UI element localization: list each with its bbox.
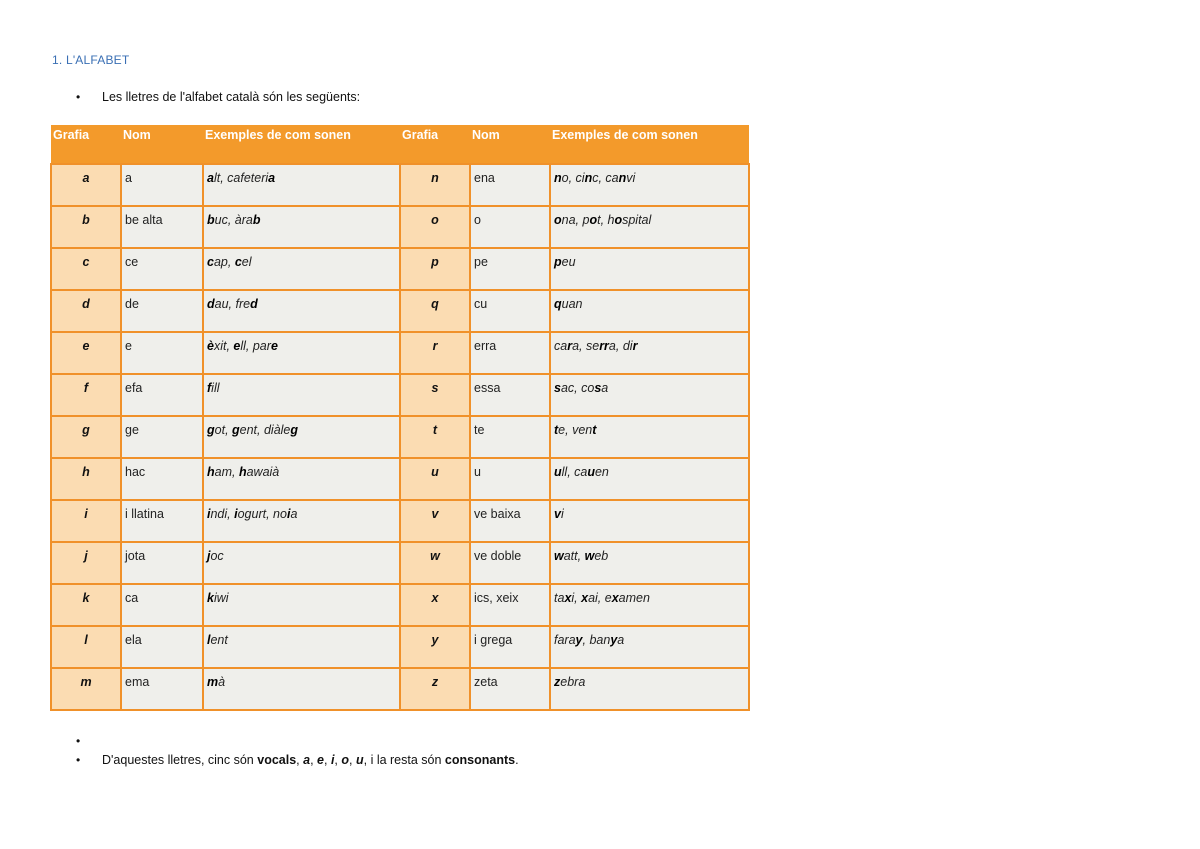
consonants-label: consonants bbox=[444, 753, 516, 767]
examples-cell: alt, cafeteria bbox=[203, 164, 400, 206]
examples-cell: mà bbox=[203, 668, 400, 710]
table-row bbox=[51, 500, 749, 542]
name-cell: be alta bbox=[121, 206, 203, 248]
letter-cell: c bbox=[51, 248, 121, 290]
letter-cell: z bbox=[400, 668, 470, 710]
name-cell: efa bbox=[121, 374, 203, 416]
examples-cell: taxi, xai, examen bbox=[550, 584, 749, 626]
letter-cell: w bbox=[400, 542, 470, 584]
vowel-i: i bbox=[330, 753, 335, 767]
summary-text: D'aquestes lletres, cinc són vocals, a, e, i, o, u, i la resta són consonants. bbox=[102, 753, 519, 767]
letter-cell: e bbox=[51, 332, 121, 374]
bullet-icon: • bbox=[76, 753, 81, 767]
header-exemples: Exemples de com sonen bbox=[550, 125, 749, 164]
name-cell: ca bbox=[121, 584, 203, 626]
table-row bbox=[51, 374, 749, 416]
name-cell: o bbox=[470, 206, 550, 248]
letter-cell: v bbox=[400, 500, 470, 542]
examples-cell: joc bbox=[203, 542, 400, 584]
letter-cell: x bbox=[400, 584, 470, 626]
examples-cell: ona, pot, hospital bbox=[550, 206, 749, 248]
bullet-icon: • bbox=[76, 734, 81, 748]
name-cell: ve baixa bbox=[470, 500, 550, 542]
letter-cell: l bbox=[51, 626, 121, 668]
intro-text: Les lletres de l'alfabet català són les següents: bbox=[102, 90, 361, 104]
table-row bbox=[51, 416, 749, 458]
table-row bbox=[51, 458, 749, 500]
vowel-e: e bbox=[317, 753, 324, 767]
letter-cell: f bbox=[51, 374, 121, 416]
table-row bbox=[51, 164, 749, 206]
examples-cell: èxit, ell, pare bbox=[203, 332, 400, 374]
name-cell: ela bbox=[121, 626, 203, 668]
summary-mid: i la resta són bbox=[367, 753, 445, 767]
header-grafia: Grafia bbox=[51, 125, 121, 164]
name-cell: i llatina bbox=[121, 500, 203, 542]
table-row bbox=[51, 542, 749, 584]
examples-cell: got, gent, diàleg bbox=[203, 416, 400, 458]
name-cell: a bbox=[121, 164, 203, 206]
name-cell: ge bbox=[121, 416, 203, 458]
letter-cell: r bbox=[400, 332, 470, 374]
vowel-o: o bbox=[341, 753, 350, 767]
letter-cell: u bbox=[400, 458, 470, 500]
examples-cell: kiwi bbox=[203, 584, 400, 626]
examples-cell: indi, iogurt, noia bbox=[203, 500, 400, 542]
letter-cell: k bbox=[51, 584, 121, 626]
header-nom: Nom bbox=[470, 125, 550, 164]
examples-cell: quan bbox=[550, 290, 749, 332]
table-row bbox=[51, 206, 749, 248]
letter-cell: n bbox=[400, 164, 470, 206]
header-exemples: Exemples de com sonen bbox=[203, 125, 400, 164]
name-cell: ce bbox=[121, 248, 203, 290]
vowel-u: u bbox=[355, 753, 364, 767]
letter-cell: g bbox=[51, 416, 121, 458]
examples-cell: watt, web bbox=[550, 542, 749, 584]
table-row bbox=[51, 626, 749, 668]
table-row bbox=[51, 668, 749, 710]
summary-end: . bbox=[515, 753, 519, 767]
summary-pre: D'aquestes lletres, cinc són bbox=[102, 753, 258, 767]
name-cell: zeta bbox=[470, 668, 550, 710]
examples-cell: no, cinc, canvi bbox=[550, 164, 749, 206]
letter-cell: a bbox=[51, 164, 121, 206]
letter-cell: b bbox=[51, 206, 121, 248]
name-cell: de bbox=[121, 290, 203, 332]
letter-cell: i bbox=[51, 500, 121, 542]
letter-cell: j bbox=[51, 542, 121, 584]
examples-cell: lent bbox=[203, 626, 400, 668]
examples-cell: vi bbox=[550, 500, 749, 542]
vocals-label: vocals bbox=[257, 753, 297, 767]
header-nom: Nom bbox=[121, 125, 203, 164]
name-cell: e bbox=[121, 332, 203, 374]
name-cell: erra bbox=[470, 332, 550, 374]
letter-cell: t bbox=[400, 416, 470, 458]
section-heading: 1. L'ALFABET bbox=[52, 53, 130, 67]
letter-cell: y bbox=[400, 626, 470, 668]
examples-cell: zebra bbox=[550, 668, 749, 710]
examples-cell: cap, cel bbox=[203, 248, 400, 290]
letter-cell: q bbox=[400, 290, 470, 332]
letter-cell: p bbox=[400, 248, 470, 290]
table-row bbox=[51, 584, 749, 626]
name-cell: hac bbox=[121, 458, 203, 500]
name-cell: i grega bbox=[470, 626, 550, 668]
table-body bbox=[51, 164, 749, 710]
examples-cell: ham, hawaià bbox=[203, 458, 400, 500]
letter-cell: m bbox=[51, 668, 121, 710]
name-cell: essa bbox=[470, 374, 550, 416]
examples-cell: buc, àrab bbox=[203, 206, 400, 248]
alphabet-table bbox=[50, 125, 750, 711]
name-cell: cu bbox=[470, 290, 550, 332]
name-cell: jota bbox=[121, 542, 203, 584]
name-cell: ics, xeix bbox=[470, 584, 550, 626]
table-row bbox=[51, 332, 749, 374]
letter-cell: o bbox=[400, 206, 470, 248]
table-row bbox=[51, 248, 749, 290]
examples-cell: peu bbox=[550, 248, 749, 290]
name-cell: ema bbox=[121, 668, 203, 710]
name-cell: ve doble bbox=[470, 542, 550, 584]
table-header-row bbox=[51, 125, 749, 164]
examples-cell: sac, cosa bbox=[550, 374, 749, 416]
name-cell: pe bbox=[470, 248, 550, 290]
bullet-icon: • bbox=[76, 90, 81, 104]
table-row bbox=[51, 290, 749, 332]
letter-cell: h bbox=[51, 458, 121, 500]
name-cell: ena bbox=[470, 164, 550, 206]
header-grafia: Grafia bbox=[400, 125, 470, 164]
examples-cell: te, vent bbox=[550, 416, 749, 458]
examples-cell: ull, cauen bbox=[550, 458, 749, 500]
letter-cell: s bbox=[400, 374, 470, 416]
vowel-a: a bbox=[303, 753, 311, 767]
examples-cell: fill bbox=[203, 374, 400, 416]
examples-cell: dau, fred bbox=[203, 290, 400, 332]
examples-cell: faray, banya bbox=[550, 626, 749, 668]
examples-cell: cara, serra, dir bbox=[550, 332, 749, 374]
name-cell: te bbox=[470, 416, 550, 458]
letter-cell: d bbox=[51, 290, 121, 332]
name-cell: u bbox=[470, 458, 550, 500]
